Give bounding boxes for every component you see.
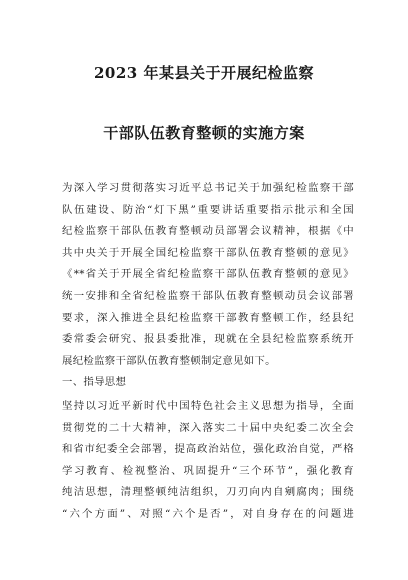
paragraph-line: 纪检监察干部队伍教育整顿动员部署会议精神，根据《中: [62, 225, 354, 238]
intro-paragraph: [62, 178, 354, 372]
paragraph-line: 坚持以习近平新时代中国特色社会主义思想为指导，全面: [62, 400, 354, 412]
paragraph-line: 统一安排和全省纪检监察干部队伍教育整顿动员会议部署: [62, 289, 354, 302]
document-title-line-1: 2023 年某县关于开展纪检监察: [94, 64, 314, 82]
paragraph-line: 共中央关于开展全国纪检监察干部队伍教育整顿的意见》: [62, 246, 354, 259]
paragraph-line: 展纪检监察干部队伍教育整顿制定意见如下。: [62, 354, 276, 367]
paragraph-line: 和省市纪委全会部署，提高政治站位，强化政治自觉，严格: [62, 443, 354, 456]
paragraph-line: 纯洁思想，清理整顿纯洁组织，刀刃向内自剜腐肉；围绕: [62, 486, 354, 499]
paragraph-line: 为深入学习贯彻落实习近平总书记关于加强纪检监察干部: [62, 182, 354, 194]
section-1-paragraph: [62, 396, 354, 526]
paragraph-line: 学习教育、检视整治、巩固提升“三个环节”，强化教育: [62, 464, 354, 477]
paragraph-line: 要求，深入推进全县纪检监察干部教育整顿工作，经县纪: [62, 311, 354, 324]
paragraph-line: 《**省关于开展全省纪检监察干部队伍教育整顿的意见》: [62, 268, 354, 281]
paragraph-line: 委常委会研究、报县委批准，现就在全县纪检监察系统开: [62, 333, 354, 346]
document-title-line-2: 干部队伍教育整顿的实施方案: [103, 124, 305, 142]
paragraph-line: 队伍建设、防治“灯下黑”重要讲话重要指示批示和全国: [62, 203, 354, 216]
paragraph-line: 贯彻党的二十大精神，深入落实二十届中央纪委二次全会: [62, 421, 354, 434]
paragraph-line: “六个方面”、对照“六个是否”，对自身存在的问题进: [62, 507, 354, 520]
section-heading: 一、指导思想: [62, 376, 127, 388]
